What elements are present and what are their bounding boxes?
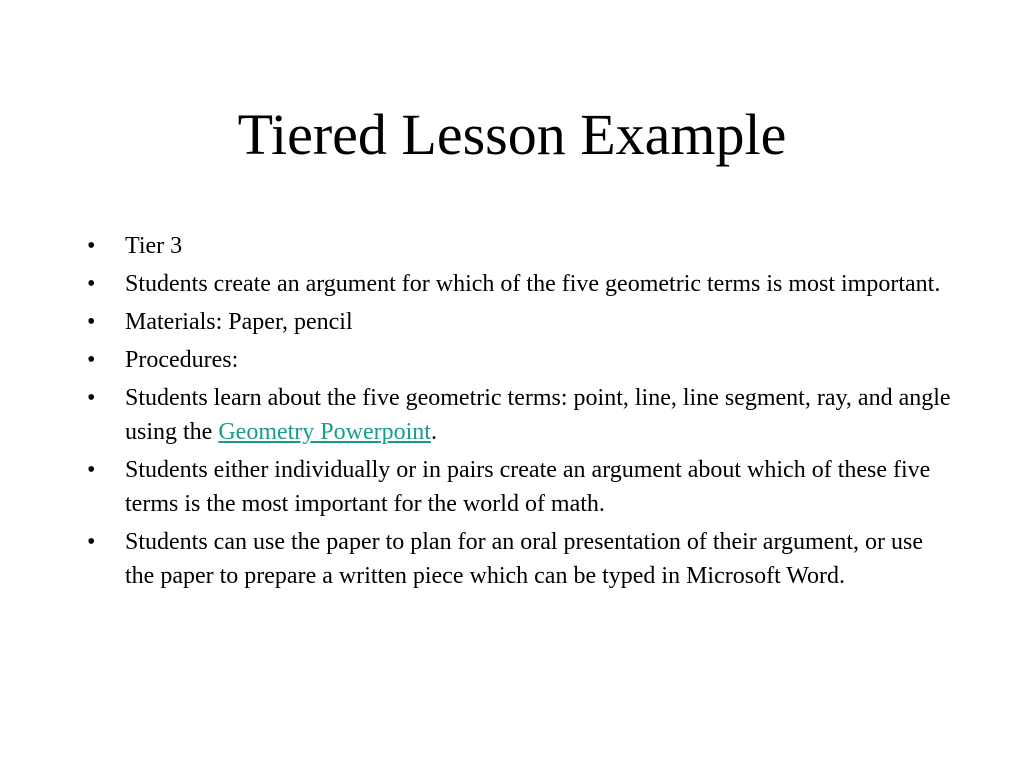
bullet-text-before-link: Students learn about the five geometric terms: point, line, line segment, ray, and angle using the bbox=[125, 385, 951, 445]
bullet-text: Students can use the paper to plan for an oral presentation of their argument, or use the paper to prepare a written piece which can be typed in Microsoft Word. bbox=[125, 529, 923, 589]
bullet-list bbox=[87, 229, 957, 597]
bullet-text: Procedures: bbox=[125, 347, 239, 373]
list-item bbox=[87, 229, 957, 263]
list-item bbox=[87, 343, 957, 377]
bullet-icon: • bbox=[87, 309, 96, 335]
bullet-icon: • bbox=[87, 529, 96, 555]
slide-title: Tiered Lesson Example bbox=[237, 102, 787, 167]
list-item bbox=[87, 381, 957, 449]
bullet-text: Students either individually or in pairs create an argument about which of these five terms is the most important for the world of math. bbox=[125, 457, 931, 517]
bullet-icon: • bbox=[87, 233, 96, 259]
list-item bbox=[87, 267, 957, 301]
geometry-powerpoint-link[interactable]: Geometry Powerpoint bbox=[218, 419, 431, 445]
bullet-icon: • bbox=[87, 385, 96, 411]
bullet-text: Students create an argument for which of the five geometric terms is most important. bbox=[125, 271, 941, 297]
list-item bbox=[87, 453, 957, 521]
bullet-icon: • bbox=[87, 347, 96, 373]
list-item bbox=[87, 305, 957, 339]
bullet-icon: • bbox=[87, 271, 96, 297]
bullet-text: Tier 3 bbox=[125, 233, 183, 259]
bullet-text: Materials: Paper, pencil bbox=[125, 309, 353, 335]
list-item bbox=[87, 525, 957, 593]
bullet-text-after-link: . bbox=[430, 419, 437, 445]
bullet-icon: • bbox=[87, 457, 96, 483]
